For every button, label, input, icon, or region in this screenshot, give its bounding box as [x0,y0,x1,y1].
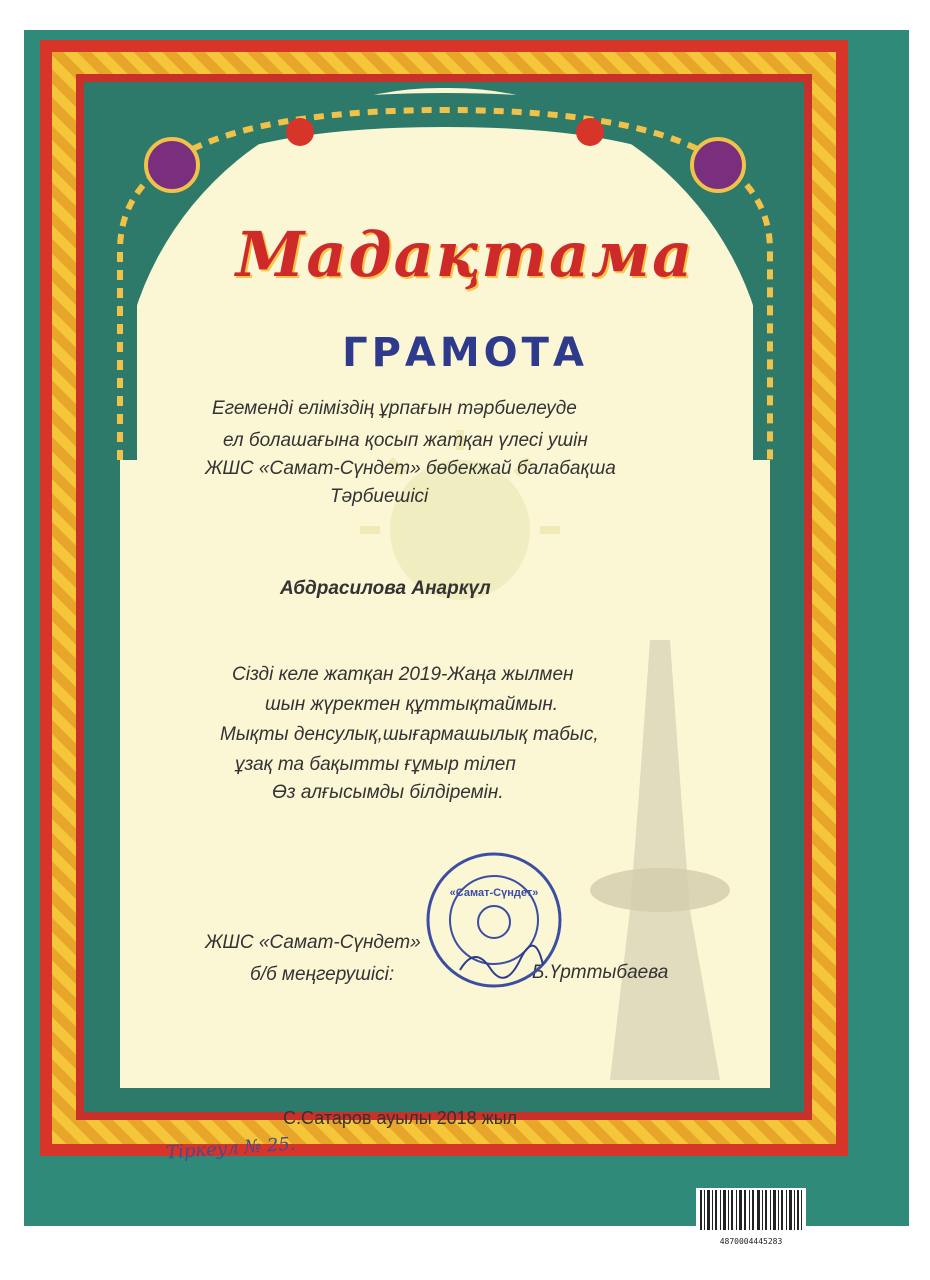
barcode [696,1188,806,1244]
barcode-icon [696,1188,806,1232]
greeting-line-2: шын жүректен құттықтаймын. [265,694,559,715]
barcode-digits: 4870004445283 [719,1237,783,1246]
greeting-line-5: Өз алғысымды білдіремін. [272,782,504,803]
signature-scribble-icon [455,940,545,980]
rosette-left-icon [146,139,198,191]
stamp-text: «Самат-Сүндет» [449,887,539,899]
intro-line-3: ЖШС «Самат-Сүндет» бөбекжай балабақша [205,458,616,479]
footer-place-date: С.Сатаров ауылы 2018 жыл [283,1108,518,1128]
intro-line-4: Тәрбиешісі [330,486,429,507]
monument-watermark-icon [570,620,750,1080]
intro-line-2: ел болашағына қосып жатқан үлесі ушін [223,430,588,451]
certificate-title-ru: ГРАМОТА [342,330,588,376]
signature-role: б/б меңгерушісі: [250,964,395,985]
greeting-line-1: Сізді келе жатқан 2019-Жаңа жылмен [232,664,574,685]
greeting-line-3: Мықты денсулық,шығармашылық табыс, [220,724,599,745]
greeting-line-4: ұзақ та бақытты ғұмыр тілеп [235,754,516,775]
recipient-name: Абдрасилова Анаркүл [280,578,491,599]
signature-org: ЖШС «Самат-Сүндет» [205,932,421,953]
rosette-right-icon [692,139,744,191]
intro-line-1: Егеменді еліміздің ұрпағын тәрбиелеуде [212,398,577,419]
certificate-title-kz: Мадақтама [235,218,695,291]
signature-name: Б.Үрттыбаева [532,962,669,983]
handwritten-registration-note: Тіркеул № 25. [165,1133,297,1164]
